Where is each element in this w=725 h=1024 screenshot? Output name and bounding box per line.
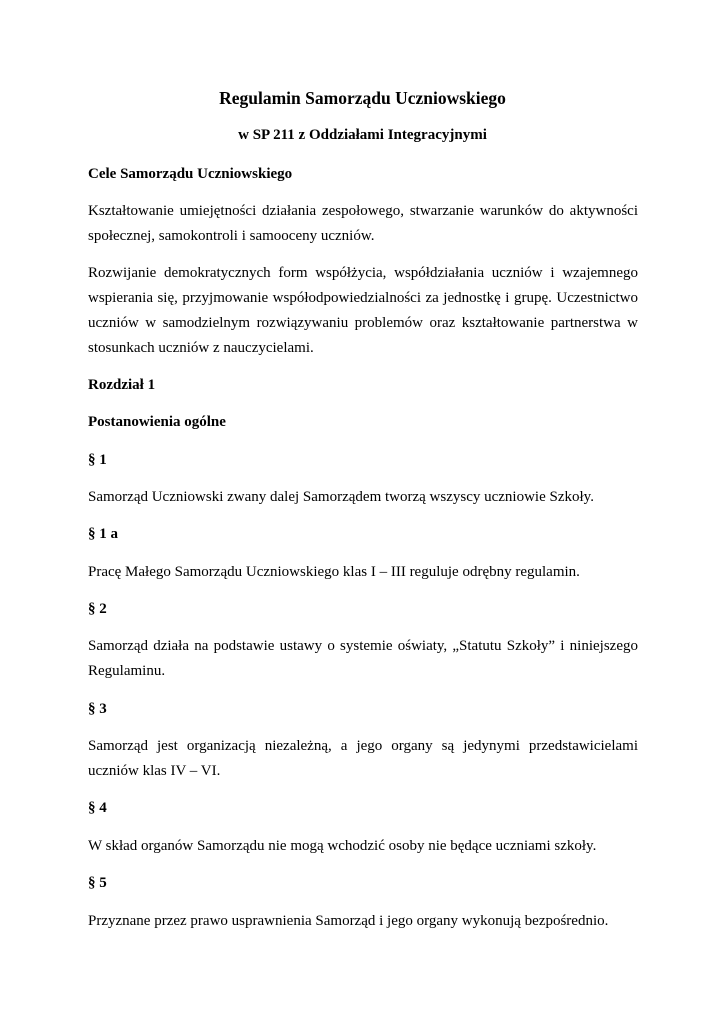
goals-paragraph-2: Rozwijanie demokratycznych form współżycia, współdziałania uczniów i wzajemnego wspierania się, przyjmowanie współodpowiedzialności za jednostkę i grupę. Uczestnictwo uczniów w samodzielnym rozwiązywaniu problemów oraz kształtowanie partnerstwa w stosunkach uczniów z nauczycielami. xyxy=(88,265,638,356)
section-mark-5: § 5 xyxy=(88,875,107,891)
goals-paragraph-1: Kształtowanie umiejętności działania zespołowego, stwarzanie warunków do aktywności społecznej, samokontroli i samooceny uczniów. xyxy=(88,203,638,244)
section-text-1a: Pracę Małego Samorządu Uczniowskiego klas I – III reguluje odrębny regulamin. xyxy=(88,564,580,580)
section-mark-1: § 1 xyxy=(88,452,107,468)
section-mark-3: § 3 xyxy=(88,701,107,717)
section-mark-2: § 2 xyxy=(88,601,107,617)
section-text-2: Samorząd działa na podstawie ustawy o systemie oświaty, „Statutu Szkoły” i niniejszego Regulaminu. xyxy=(88,638,638,679)
section-text-3: Samorząd jest organizacją niezależną, a jego organy są jedynymi przedstawicielami uczniów klas IV – VI. xyxy=(88,738,638,779)
document-subtitle: w SP 211 z Oddziałami Integracyjnymi xyxy=(238,127,487,143)
goals-heading: Cele Samorządu Uczniowskiego xyxy=(88,166,293,182)
section-text-5: Przyznane przez prawo usprawnienia Samorząd i jego organy wykonują bezpośrednio. xyxy=(88,913,609,929)
section-text-4: W skład organów Samorządu nie mogą wchodzić osoby nie będące uczniami szkoły. xyxy=(88,838,597,854)
chapter-title: Postanowienia ogólne xyxy=(88,414,226,430)
section-mark-1a: § 1 a xyxy=(88,526,118,542)
section-mark-4: § 4 xyxy=(88,800,107,816)
chapter-heading: Rozdział 1 xyxy=(88,377,156,393)
document-title: Regulamin Samorządu Uczniowskiego xyxy=(219,88,506,108)
section-text-1: Samorząd Uczniowski zwany dalej Samorządem tworzą wszyscy uczniowie Szkoły. xyxy=(88,489,594,505)
